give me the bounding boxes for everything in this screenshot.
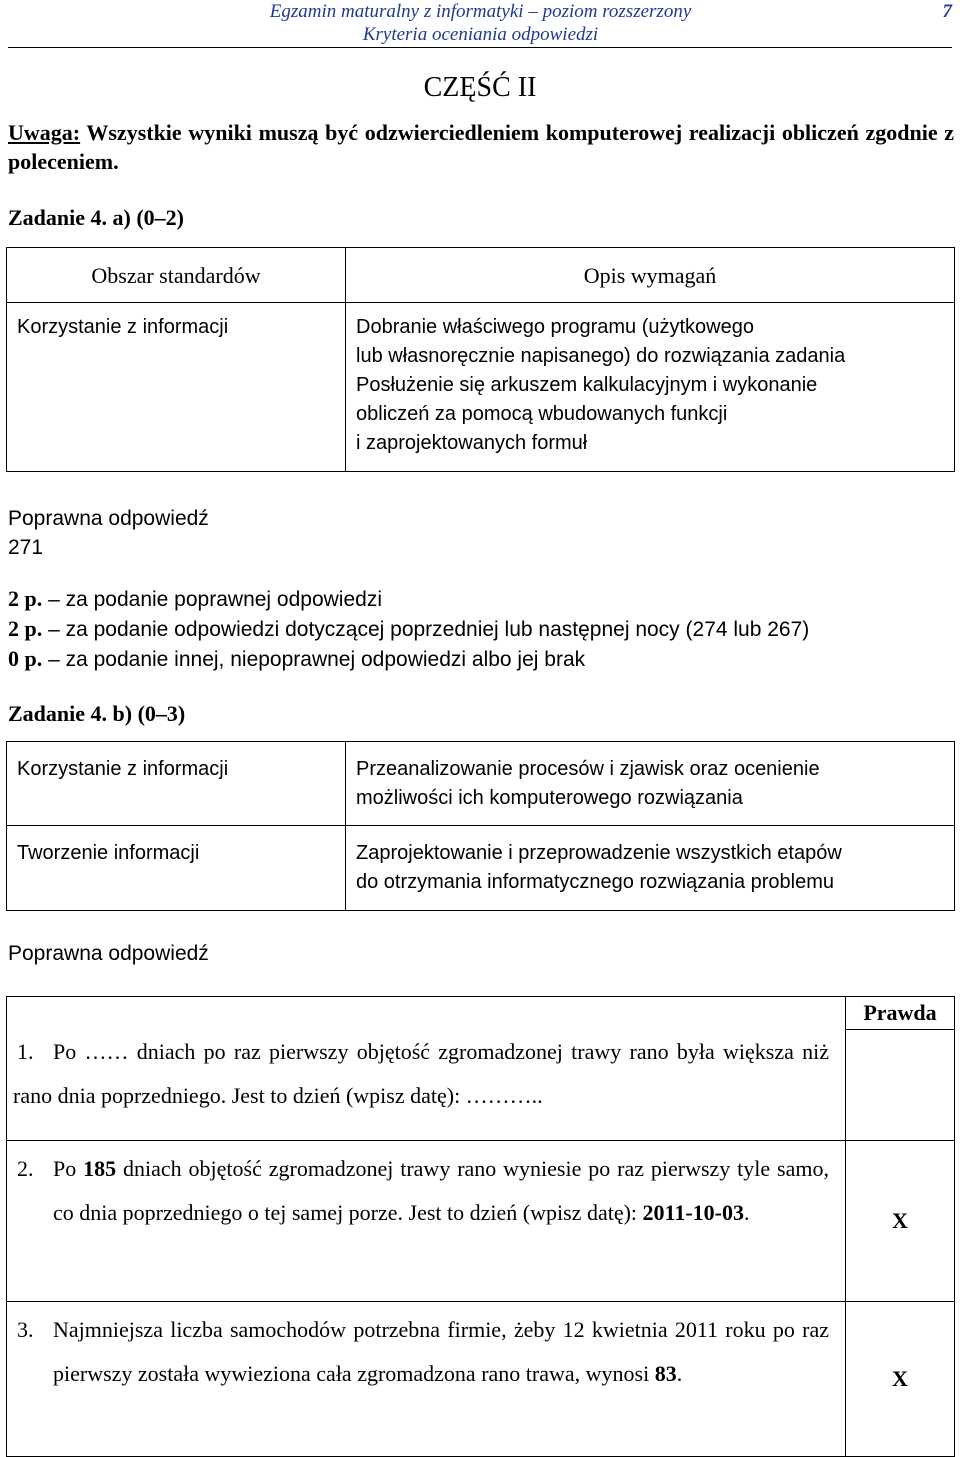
col-header-area: Obszar standardów	[7, 248, 346, 303]
task-a-standards-table	[6, 247, 955, 472]
page-header	[248, 0, 713, 46]
col-header-requirements: Opis wymagań	[346, 248, 955, 303]
statement-value: 185	[83, 1155, 117, 1181]
requirements-cell	[346, 742, 955, 826]
requirement-line: i zaprojektowanych formuł	[356, 432, 588, 454]
scoring-points: 0 p.	[8, 646, 43, 671]
scoring-points: 2 p.	[8, 586, 43, 611]
statement-number: 2.	[17, 1155, 34, 1181]
scoring-row	[8, 644, 809, 674]
page-number: 7	[942, 1, 952, 22]
area-cell: Tworzenie informacji	[7, 826, 346, 911]
area-cell: Korzystanie z informacji	[7, 303, 346, 472]
statement-date: 2011-10-03	[642, 1199, 744, 1225]
requirement-line: Zaprojektowanie i przeprowadzenie wszystkich etapów	[356, 842, 842, 864]
requirement-line: Dobranie właściwego programu (użytkowego	[356, 316, 754, 338]
answer-value: 271	[8, 536, 44, 559]
true-mark: X	[846, 1140, 955, 1301]
statement-text: Po …… dniach po raz pierwszy objętość zgromadzonej trawy rano była większa niż rano dnia poprzedniego. Jest to dzień (wpisz datę): ………..	[13, 1038, 829, 1108]
true-mark	[846, 1030, 955, 1141]
scoring-row	[8, 584, 809, 614]
statement-row	[7, 1030, 846, 1141]
statement-number: 1.	[17, 1038, 34, 1064]
answer-label: Poprawna odpowiedź	[8, 507, 209, 530]
requirement-line: Przeanalizowanie procesów i zjawisk oraz ocenienie	[356, 758, 820, 780]
header-title: Egzamin maturalny z informatyki – poziom rozszerzony	[269, 1, 692, 22]
requirement-line: do otrzymania informatycznego rozwiązania problemu	[356, 871, 835, 893]
statement-row	[7, 1140, 846, 1301]
area-cell: Korzystanie z informacji	[7, 742, 346, 826]
scoring-text: – za podanie odpowiedzi dotyczącej poprzedniej lub następnej nocy (274 lub 267)	[42, 618, 810, 641]
statement-row	[7, 1301, 846, 1456]
task-b-standards-table	[6, 741, 955, 911]
task-a-scoring	[8, 584, 809, 674]
statement-text: Po	[53, 1155, 84, 1181]
statement-text: .	[743, 1199, 750, 1225]
task-b-title: Zadanie 4. b) (0–3)	[8, 701, 186, 726]
task-b-answer-label: Poprawna odpowiedź	[8, 942, 209, 965]
statement-text: dniach objętość zgromadzonej trawy rano wyniesie po raz pierwszy tyle samo, co dnia poprzedniego o tej samej porze. Jest to dzień (wpisz datę):	[53, 1155, 829, 1225]
true-false-table	[6, 996, 955, 1457]
requirements-cell	[346, 826, 955, 911]
requirement-line: obliczeń za pomocą wbudowanych funkcji	[356, 403, 728, 425]
statement-value: 83	[654, 1360, 677, 1386]
true-mark: X	[846, 1301, 955, 1456]
note-text: Wszystkie wyniki muszą być odzwierciedleniem komputerowej realizacji obliczeń zgodnie z poleceniem.	[8, 120, 954, 174]
note	[8, 118, 954, 176]
task-a-title: Zadanie 4. a) (0–2)	[8, 205, 184, 230]
statement-text: .	[676, 1360, 683, 1386]
true-column-header: Prawda	[846, 997, 955, 1030]
scoring-points: 2 p.	[8, 616, 43, 641]
header-subtitle: Kryteria oceniania odpowiedzi	[362, 24, 599, 45]
part-title: CZĘŚĆ II	[423, 72, 537, 103]
scoring-text: – za podanie poprawnej odpowiedzi	[42, 588, 382, 611]
header-divider	[8, 47, 952, 48]
requirement-line: możliwości ich komputerowego rozwiązania	[356, 787, 743, 809]
requirements-cell	[346, 303, 955, 472]
scoring-text: – za podanie innej, niepoprawnej odpowiedzi albo jej brak	[42, 648, 586, 671]
note-label: Uwaga:	[8, 120, 81, 145]
task-a-answer	[8, 504, 209, 562]
statement-text: Najmniejsza liczba samochodów potrzebna firmie, żeby 12 kwietnia 2011 roku po raz pierwszy została wywieziona cała zgromadzona rano trawa, wynosi	[53, 1316, 829, 1386]
requirement-line: Posłużenie się arkuszem kalkulacyjnym i wykonanie	[356, 374, 818, 396]
statement-number: 3.	[17, 1316, 34, 1342]
scoring-row	[8, 614, 809, 644]
requirement-line: lub własnoręcznie napisanego) do rozwiązania zadania	[356, 345, 846, 367]
